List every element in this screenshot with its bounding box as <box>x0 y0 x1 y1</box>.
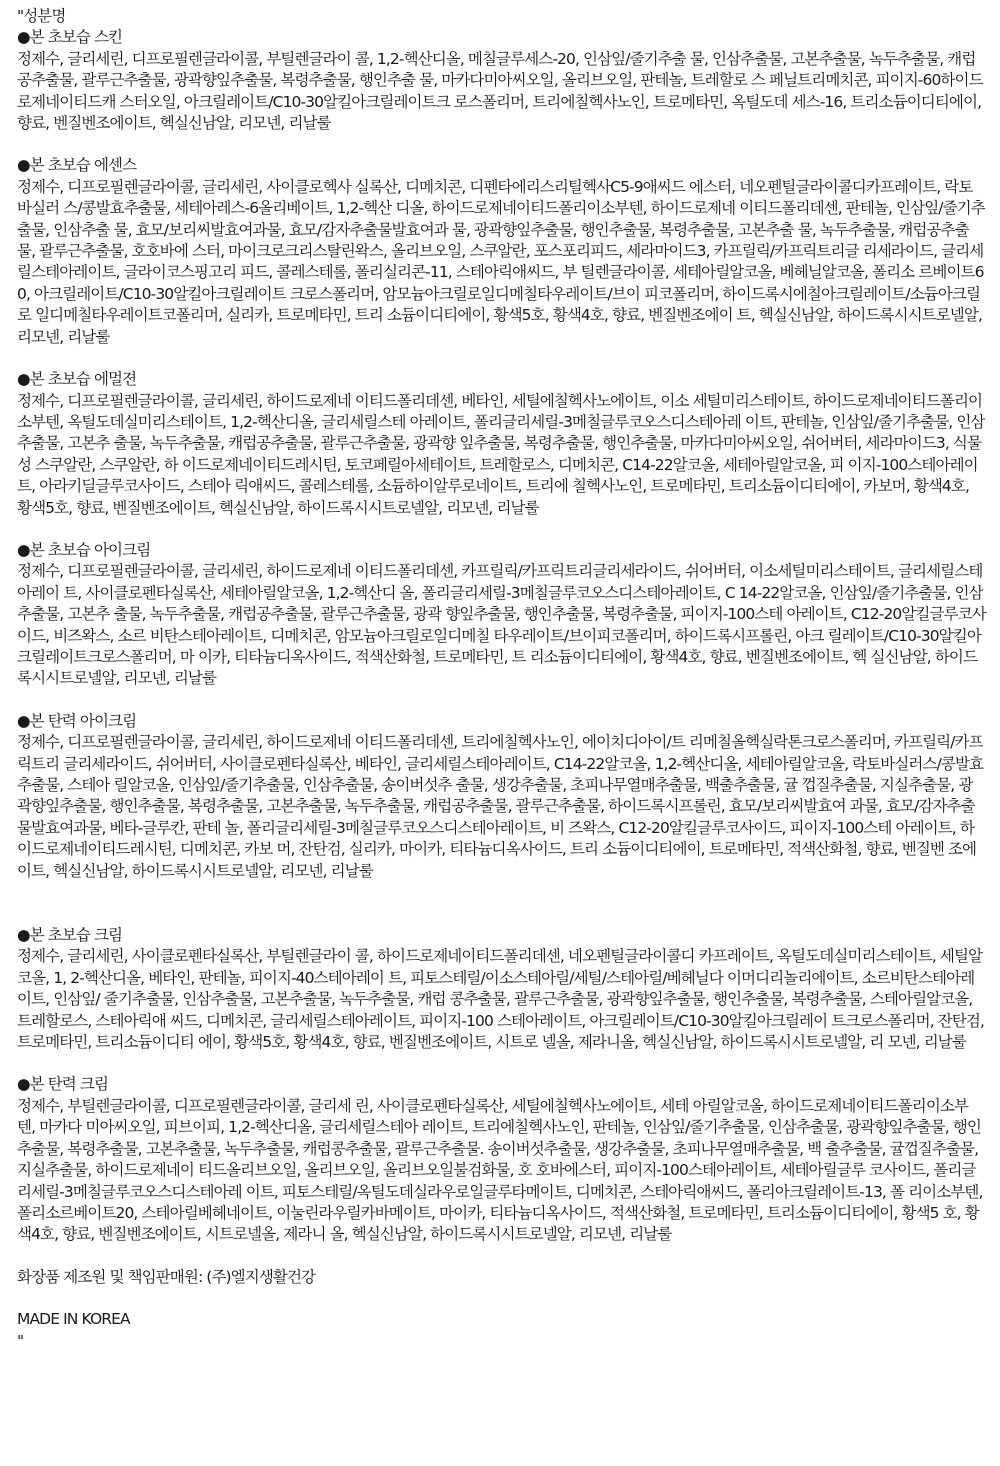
spacer <box>17 134 986 155</box>
section-title: ●본 초보습 에멀젼 <box>17 370 137 389</box>
header-label: "성분명 <box>17 7 66 25</box>
section-title: ●본 초보습 에센스 <box>17 156 137 175</box>
spacer <box>17 519 986 540</box>
section-firming-cream <box>17 1074 986 1245</box>
ingredient-list: 정제수, 디프로필렌글라이콜, 글리세린, 사이클로헥사 실록산, 디메치콘, 디펜타에리스리틸헥사C5-9애씨드 에스터, 네오펜틸글라이콜디카프레이트, 락토바실러 스/콩발효추출물, 세테아레스-6올리베이트, 1,2-헥산 디올, 하이드로제네이티드폴리이소부텐, 하이드로제네 이티드폴리데센, 판테놀, 인삼잎/줄기추출물, 인삼추출 물, 효모/보리씨발효여과물, 효모/감자추출물발효여과 물, 광곽향잎추출물, 행인추출물, 복령추출물, 고본추출 물, 녹두추출물, 캐럽공추출물, 괄루근추출물, 호호바에 스터, 마이크로크리스탈린왁스, 올리브오일, 스쿠알란, 포스포리피드, 세라마이드3, 카프릴릭/카프릭트리글 리세라이드, 글리세릴스테아레이트, 글라이코스핑고리 피드, 콜레스테롤, 폴리실리콘-11, 스테아릭애씨드, 부 틸렌글라이콜, 세테아릴알코올, 베헤닐알코올, 폴리소 르베이트60, 아크릴레이트/C10-30알킬아크릴레이트 크로스폴리머, 암모늄아크릴로일디메칠타우레이트/브이 피코폴리머, 하이드록시에칠아크릴레이트/소듐아크릴로 일디메칠타우레이트코폴리머, 실리카, 트로메타민, 트리 소듐이디티에이, 황색5호, 황색4호, 향료, 벤질벤조에이 트, 헥실신남알, 하이드록시시트로넬알, 리모넨, 리날룰 <box>17 177 985 346</box>
section-title: ●본 탄력 아이크림 <box>17 711 137 730</box>
section-emulsion <box>17 369 986 519</box>
section-firming-eye-cream <box>17 711 986 882</box>
section-title: ●본 초보습 스킨 <box>17 28 123 47</box>
ingredient-list: 정제수, 디프로필렌글라이콜, 글리세린, 하이드로제네 이티드폴리데센, 베타인, 세틸에칠헥사노에이트, 이소 세틸미리스테이트, 하이드로제네이티드폴리이소부텐, 옥틸도데실미리스테이트, 1,2-헥산디올, 글리세릴스테 아레이트, 폴리글리세릴-3메칠글루코오스디스테아레 이트, 판테놀, 인삼잎/줄기추출물, 인삼추출물, 고본추 출물, 녹두추출물, 캐럽공추출물, 괄루근추출물, 광곽향 잎추출물, 복령추출물, 행인추출물, 마카다미아씨오일, 쉬어버터, 세라마이드3, 식물성 스쿠알란, 스쿠알란, 하 이드로제네이티드레시틴, 토코페릴아세테이트, 트레할로스, 디메치콘, C14-22알코올, 세테아릴알코올, 피 이지-100스테아레이트, 아라키딜글루코사이드, 스테아 릭애씨드, 콜레스테롤, 소듐하이알루로네이트, 트리에 칠헥사노인, 트로메타민, 트리소듐이디티에이, 카보머, 황색4호, 황색5호, 향료, 벤질벤조에이트, 헥실신남알, 하이드록시시트로넬알, 리모넨, 리날룰 <box>17 391 985 517</box>
ingredient-list: 정제수, 디프로필렌글라이콜, 글리세린, 하이드로제네 이티드폴리데센, 카프릴릭/카프릭트리글리세라이드, 쉬어버터, 이소세틸미리스테이트, 글리세릴스테아레이 트, 사이클로펜타실록산, 세테아릴알코올, 1,2-헥산디 올, 폴리글리세릴-3메칠글루코오스디스테아레이트, C 14-22알코올, 인삼잎/줄기추출물, 인삼추출물, 고본추 출물, 녹두추출물, 캐럽공추출물, 괄루근추출물, 광곽 향잎추출물, 행인추출물, 복령추출물, 피이지-100스테 아레이트, C12-20알킬글루코사이드, 비즈왁스, 소르 비탄스테아레이트, 디메치콘, 암모늄아크릴로일디메칠 타우레이트/브이피코폴리머, 하이드록시프롤린, 아크 릴레이트/C10-30알킬아크릴레이트크로스폴리머, 마 이카, 티타늄디옥사이드, 적색산화철, 트로메타민, 트 리소듐이디티에이, 황색4호, 향료, 벤질벤조에이트, 헥 실신남알, 하이드록시시트로넬알, 리모넨, 리날룰 <box>17 562 986 688</box>
spacer <box>17 882 986 925</box>
spacer <box>17 1053 986 1074</box>
ingredient-list: 정제수, 디프로필렌글라이콜, 글리세린, 하이드로제네 이티드폴리데센, 트리에칠헥사노인, 에이치디아이/트 리메칠올헥실락톤크로스폴리머, 카프릴릭/카프릭트리 글리세라이드, 쉬어버터, 사이클로펜타실록산, 베타인, 글리세릴스테아레이트, C14-22알코올, 1,2-헥산디올, 세테아릴알코올, 락토바실러스/콩발효추출물, 스테아 릴알코올, 인삼잎/줄기추출물, 인삼추출물, 송이버섯추 출물, 생강추출물, 초피나무열매추출물, 백출추출물, 귤 껍질추출물, 지실추출물, 광곽향잎추출물, 행인추출물, 복령추출물, 고본추출물, 녹두추출물, 캐럽공추출물, 괄루근추출물, 하이드록시프롤린, 효모/보리씨발효여 과물, 효모/감자추출물발효여과물, 베타-글루칸, 판테 놀, 폴리글리세릴-3메칠글루코오스디스테아레이트, 비 즈왁스, C12-20알킬글루코사이드, 피이지-100스테 아레이트, 하이드로제네이티드레시틴, 디메치콘, 카보 머, 잔탄검, 실리카, 마이카, 티타늄디옥사이드, 트리 소듐이디티에이, 트로메타민, 적색산화철, 향료, 벤질벤 조에이트, 헥실신남알, 하이드록시시트로넬알, 리모넨, 리날룰 <box>17 733 984 880</box>
spacer <box>17 1288 986 1309</box>
section-essence <box>17 155 986 348</box>
origin-line: MADE IN KOREA <box>17 1310 130 1329</box>
manufacturer-line: 화장품 제조원 및 책임판매원: (주)엘지생활건강 <box>17 1267 316 1286</box>
section-eye-cream <box>17 540 986 690</box>
section-title: ●본 탄력 크림 <box>17 1075 109 1094</box>
section-skin <box>17 27 986 134</box>
ingredient-list: 정제수, 부틸렌글라이콜, 디프로필렌글라이콜, 글리세 린, 사이클로펜타실록산, 세틸에칠헥사노에이트, 세테 아릴알코올, 하이드로제네이티드폴리이소부텐, 마카다 미아씨오일, 피브이피, 1,2-헥산디올, 글리세릴스테아 레이트, 트리에칠헥사노인, 판테놀, 인삼잎/줄기추출물, 인삼추출물, 광곽향잎추출물, 행인추출물, 복령추출물, 고본추출물, 녹두추출물, 캐럽콩추출물, 괄루근추출물. 송이버섯추출물, 생강추출물, 초피나무열매추출물, 백 출추출물, 귤껍질추출물, 지실추출물, 하이드로제네이 티드올리브오일, 올리브오일, 올리브오일불검화물, 호 호바에스터, 피이지-100스테아레이트, 세테아릴글루 코사이드, 폴리글리세릴-3메칠글루코오스디스테아레 이트, 피토스테릴/옥틸도데실라우로일글루타메이트, 디메치콘, 스테아릭애씨드, 폴리아크릴레이트-13, 폴 리이소부텐, 폴리소르베이트20, 스테아릴베헤네이트, 이눌린라우릴카바메이트, 마이카, 티타늄디옥사이드, 적색산화철, 트로메타민, 트리소듐이디티에이, 황색5 호, 황색4호, 향료, 벤질벤조에이트, 시트로넬올, 제라니 올, 헥실신남알, 하이드록시시트로넬알, 리모넨, 리날룰 <box>17 1096 983 1244</box>
spacer <box>17 1246 986 1267</box>
ingredient-list: 정제수, 글리세린, 사이클로펜타실록산, 부틸렌글라이 콜, 하이드로제네이티드폴리데센, 네오펜틸글라이콜디 카프레이트, 옥틸도데실미리스테이트, 세틸알코올, 1, 2-헥산디올, 베타인, 판테놀, 피이지-40스테아레이 트, 피토스테릴/이소스테아릴/세틸/스테아릴/베헤닐다 이머디리놀리에이트, 소르비탄스테아레이트, 인삼잎/ 줄기추출물, 인삼추출물, 고본추출물, 녹두추출물, 캐럽 콩추출물, 괄루근추출물, 광곽향잎추출물, 행인추출물, 복령추출물, 스테아릴알코올, 트레할로스, 스테아릭애 씨드, 디메치콘, 글리세릴스테아레이트, 피이지-100 스테아레이트, 아크릴레이트/C10-30알킬아크릴레이 트크로스폴리머, 잔탄검, 트로메타민, 트리소듐이디티 에이, 황색5호, 황색4호, 향료, 벤질벤조에이트, 시트로 넬올, 제라니올, 헥실신남알, 하이드록시시트로넬알, 리 모넨, 리날룰 <box>17 947 985 1052</box>
closing-mark: " <box>17 1331 24 1350</box>
spacer <box>17 348 986 369</box>
section-cream <box>17 925 986 1053</box>
section-title: ●본 초보습 아이크림 <box>17 540 151 559</box>
ingredient-list: 정제수, 글리세린, 디프로필렌글라이콜, 부틸렌글라이 콜, 1,2-헥산디올, 메칠글루세스-20, 인삼잎/줄기추출 물, 인삼추출물, 고본추출물, 녹두추출물, 캐럽공추출물, 괄루근추출물, 광곽향잎추출물, 복령추출물, 행인추출 물, 마카다미아씨오일, 올리브오일, 판테놀, 트레할로 스 페닐트리메치콘, 피이지-60하이드로제네이티드캐 스터오일, 아크릴레이트/C10-30알킬아크릴레이트크 로스폴리머, 트리에칠헥사노인, 트로메타민, 옥틸도데 세스-16, 트리소듐이디티에이, 향료, 벤질벤조에이트, 헥실신남알, 리모넨, 리날룰 <box>17 49 983 133</box>
section-title: ●본 초보습 크림 <box>17 926 123 945</box>
spacer <box>17 690 986 711</box>
